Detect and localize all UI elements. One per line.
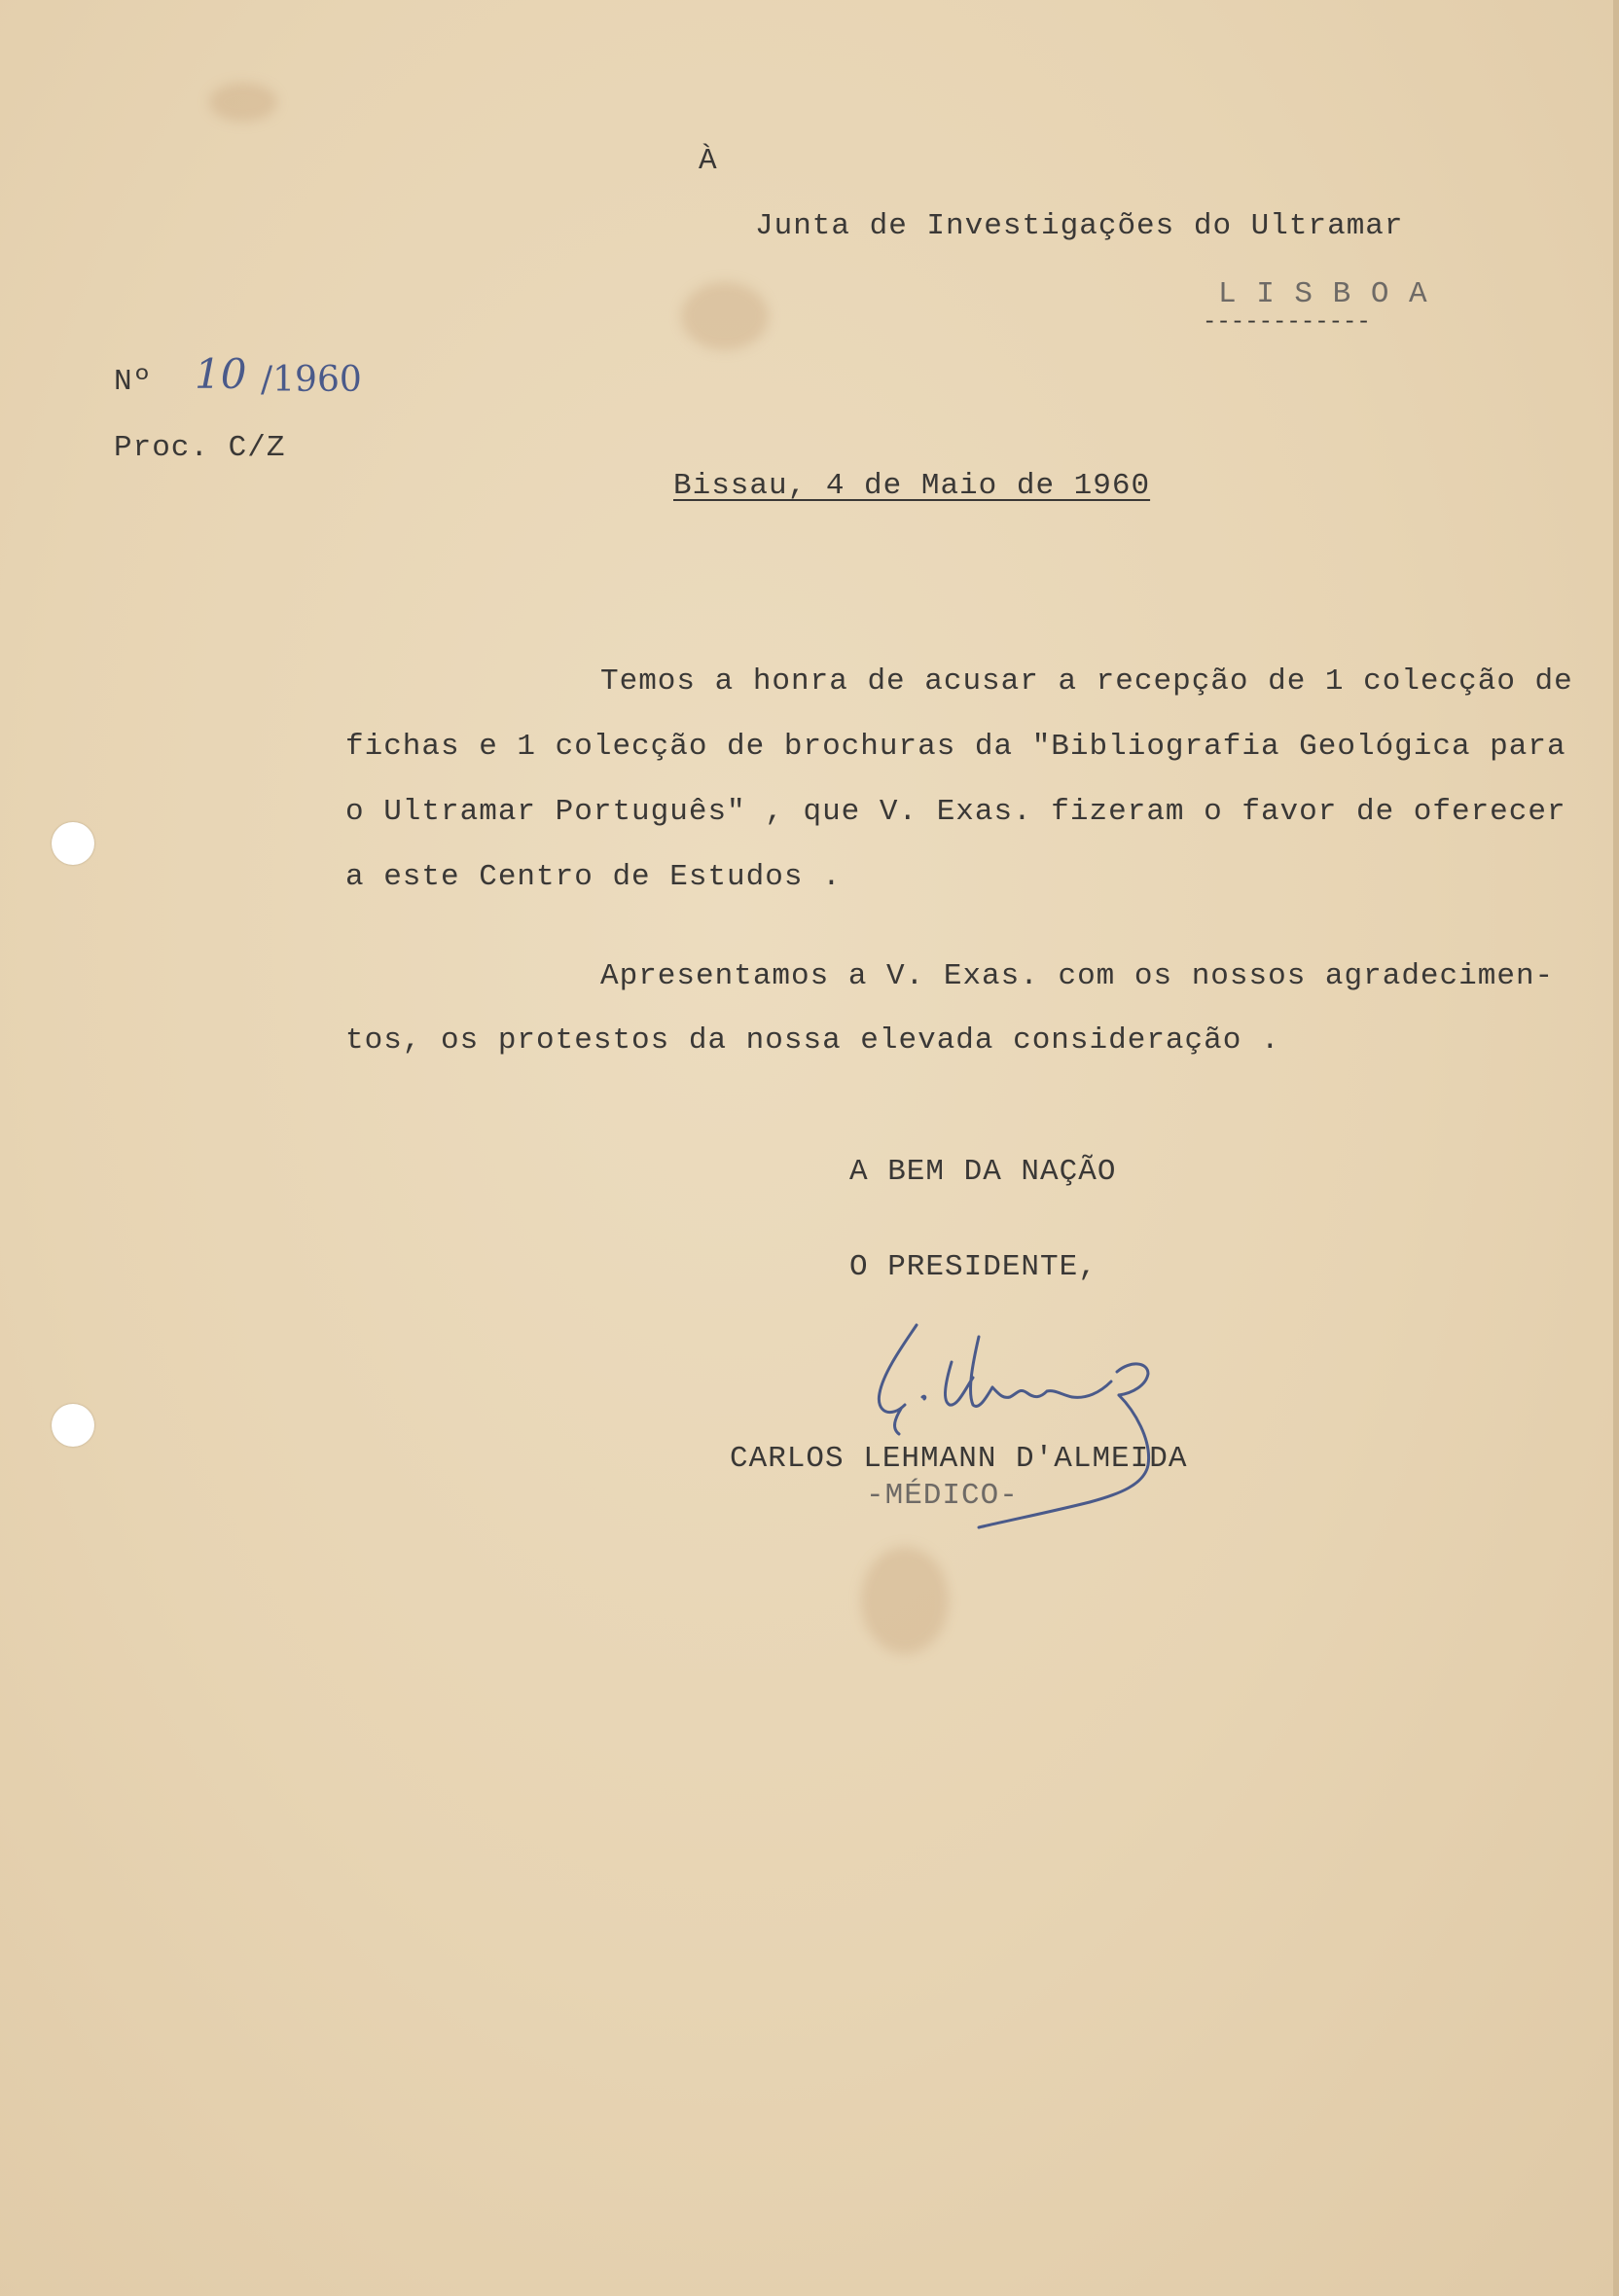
body-paragraph2-line2: tos, os protestos da nossa elevada consideração . [345,1023,1280,1058]
signatory-profession: -MÉDICO- [866,1479,1019,1513]
closing-title: O PRESIDENTE, [849,1250,1097,1284]
body-paragraph1-line2: fichas e 1 colecção de brochuras da "Bibliografia Geológica para [345,730,1566,764]
addressee-city: L I S B O A [1218,277,1428,311]
closing-formula: A BEM DA NAÇÃO [849,1155,1117,1189]
reference-prefix: Nº [114,365,153,399]
punch-hole-lower [52,1404,94,1447]
signatory-name: CARLOS LEHMANN D'ALMEIDA [730,1442,1188,1476]
paper-edge [1613,0,1619,2296]
stain-bottom [861,1547,949,1654]
body-paragraph2-line1: Apresentamos a V. Exas. com os nossos agradecimen- [600,959,1555,993]
stain-top [209,83,277,122]
punch-hole-upper [52,822,94,865]
addressee: Junta de Investigações do Ultramar [755,209,1404,243]
stain-header [681,282,769,350]
salutation: À [699,144,718,178]
date-line: Bissau, 4 de Maio de 1960 [673,469,1151,503]
body-paragraph1-line3: o Ultramar Português" , que V. Exas. fizeram o favor de oferecer [345,795,1566,829]
handwritten-signature [856,1304,1284,1557]
reference-year: /1960 [261,360,362,400]
city-rule: ------------ [1203,309,1371,336]
body-paragraph1-line1: Temos a honra de acusar a recepção de 1 colecção de [600,664,1573,699]
process-reference: Proc. C/Z [114,431,286,465]
reference-number-handwritten: 10 [195,350,247,398]
body-paragraph1-line4: a este Centro de Estudos . [345,860,842,894]
